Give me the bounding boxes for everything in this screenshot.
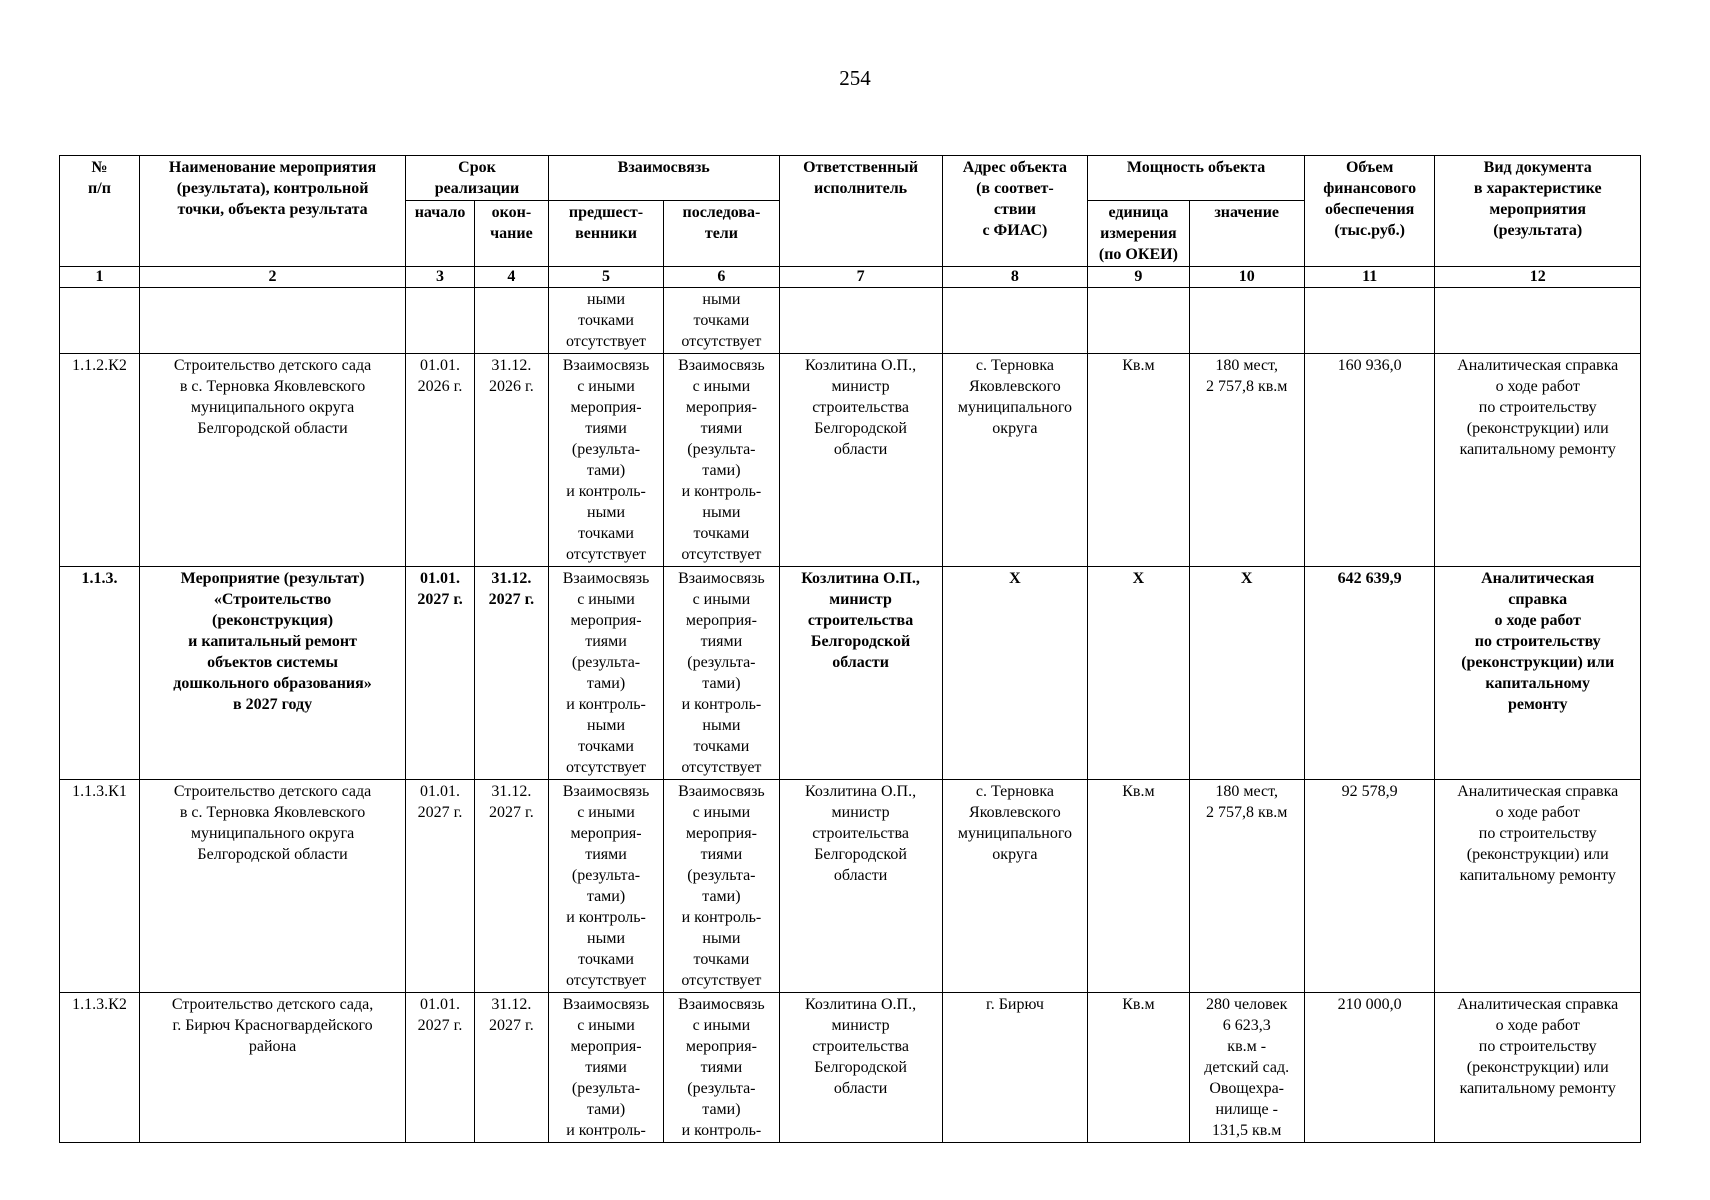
cell-responsible: Козлитина О.П., министр строительства Белгородской области (779, 567, 942, 780)
cell-responsible (779, 288, 942, 354)
cell-start: 01.01. 2026 г. (406, 354, 475, 567)
cell-finance (1304, 288, 1435, 354)
page-number: 254 (839, 66, 871, 90)
header-no: № п/п (60, 156, 140, 267)
cell-name: Мероприятие (результат) «Строительство (реконструкция) и капитальный ремонт объектов системы дошкольного образования» в 2027 году (139, 567, 405, 780)
cell-address (942, 288, 1088, 354)
cell-prev: Взаимосвязь с иными мероприя- тиями (результа- тами) и контроль- ными точками отсутствует (548, 354, 663, 567)
measures-table (59, 155, 1641, 1143)
cell-no: 1.1.3. (60, 567, 140, 780)
header-power: Мощность объекта (1088, 156, 1305, 201)
cell-end: 31.12. 2027 г. (474, 780, 548, 993)
header-link-next: последова- тели (664, 201, 779, 267)
cell-name: Строительство детского сада в с. Терновка Яковлевского муниципального округа Белгородской области (139, 780, 405, 993)
column-number: 2 (139, 267, 405, 288)
column-number: 11 (1304, 267, 1435, 288)
cell-unit: X (1088, 567, 1189, 780)
cell-next: Взаимосвязь с иными мероприя- тиями (результа- тами) и контроль- ными точками отсутствует (664, 567, 779, 780)
cell-document: Аналитическая справка о ходе работ по строительству (реконструкции) или капитальному ремонту (1435, 780, 1641, 993)
cell-prev: Взаимосвязь с иными мероприя- тиями (результа- тами) и контроль- (548, 993, 663, 1143)
header-term-start: начало (406, 201, 475, 267)
header-link: Взаимосвязь (548, 156, 779, 201)
header-power-unit: единица измерения (по ОКЕИ) (1088, 201, 1189, 267)
header-term-end: окон- чание (474, 201, 548, 267)
cell-next: ными точками отсутствует (664, 288, 779, 354)
header-name: Наименование мероприятия (результата), контрольной точки, объекта результата (139, 156, 405, 267)
cell-name: Строительство детского сада в с. Терновка Яковлевского муниципального округа Белгородской области (139, 354, 405, 567)
cell-responsible: Козлитина О.П., министр строительства Белгородской области (779, 993, 942, 1143)
header-address: Адрес объекта (в соответ- ствии с ФИАС) (942, 156, 1088, 267)
cell-value (1189, 288, 1304, 354)
table-row (60, 354, 1641, 567)
cell-finance: 160 936,0 (1304, 354, 1435, 567)
cell-document: Аналитическая справка о ходе работ по строительству (реконструкции) или капитальному ремонту (1435, 993, 1641, 1143)
cell-no: 1.1.3.К1 (60, 780, 140, 993)
cell-next: Взаимосвязь с иными мероприя- тиями (результа- тами) и контроль- (664, 993, 779, 1143)
cell-prev: Взаимосвязь с иными мероприя- тиями (результа- тами) и контроль- ными точками отсутствует (548, 780, 663, 993)
header-finance: Объем финансового обеспечения (тыс.руб.) (1304, 156, 1435, 267)
column-number: 6 (664, 267, 779, 288)
cell-no: 1.1.2.К2 (60, 354, 140, 567)
cell-prev: Взаимосвязь с иными мероприя- тиями (результа- тами) и контроль- ными точками отсутствует (548, 567, 663, 780)
cell-no (60, 288, 140, 354)
cell-next: Взаимосвязь с иными мероприя- тиями (результа- тами) и контроль- ными точками отсутствует (664, 780, 779, 993)
cell-address: г. Бирюч (942, 993, 1088, 1143)
cell-end (474, 288, 548, 354)
cell-document (1435, 288, 1641, 354)
column-number: 4 (474, 267, 548, 288)
cell-unit (1088, 288, 1189, 354)
cell-unit: Кв.м (1088, 354, 1189, 567)
header-document: Вид документа в характеристике мероприятия (результата) (1435, 156, 1641, 267)
cell-address: X (942, 567, 1088, 780)
column-number: 3 (406, 267, 475, 288)
table-row-measure (60, 567, 1641, 780)
cell-start: 01.01. 2027 г. (406, 993, 475, 1143)
table-header (60, 156, 1641, 267)
table-row (60, 780, 1641, 993)
cell-finance: 92 578,9 (1304, 780, 1435, 993)
cell-end: 31.12. 2026 г. (474, 354, 548, 567)
cell-end: 31.12. 2027 г. (474, 993, 548, 1143)
table-row-continuation (60, 288, 1641, 354)
column-number: 7 (779, 267, 942, 288)
column-number: 12 (1435, 267, 1641, 288)
cell-start: 01.01. 2027 г. (406, 567, 475, 780)
column-number: 8 (942, 267, 1088, 288)
cell-finance: 642 639,9 (1304, 567, 1435, 780)
cell-next: Взаимосвязь с иными мероприя- тиями (результа- тами) и контроль- ными точками отсутствует (664, 354, 779, 567)
cell-unit: Кв.м (1088, 780, 1189, 993)
cell-value: 280 человек 6 623,3 кв.м - детский сад. Овощехра- нилище - 131,5 кв.м (1189, 993, 1304, 1143)
cell-address: с. Терновка Яковлевского муниципального округа (942, 354, 1088, 567)
cell-unit: Кв.м (1088, 993, 1189, 1143)
header-link-prev: предшест- венники (548, 201, 663, 267)
column-number: 10 (1189, 267, 1304, 288)
cell-responsible: Козлитина О.П., министр строительства Белгородской области (779, 354, 942, 567)
cell-address: с. Терновка Яковлевского муниципального округа (942, 780, 1088, 993)
cell-name: Строительство детского сада, г. Бирюч Красногвардейского района (139, 993, 405, 1143)
cell-end: 31.12. 2027 г. (474, 567, 548, 780)
cell-value: 180 мест, 2 757,8 кв.м (1189, 354, 1304, 567)
cell-start: 01.01. 2027 г. (406, 780, 475, 993)
cell-start (406, 288, 475, 354)
header-term: Срок реализации (406, 156, 549, 201)
cell-document: Аналитическая справка о ходе работ по строительству (реконструкции) или капитальному ремонту (1435, 354, 1641, 567)
column-number: 5 (548, 267, 663, 288)
cell-document: Аналитическая справка о ходе работ по строительству (реконструкции) или капитальному ремонту (1435, 567, 1641, 780)
column-number: 9 (1088, 267, 1189, 288)
header-power-value: значение (1189, 201, 1304, 267)
column-number-row (60, 267, 1641, 288)
column-number: 1 (60, 267, 140, 288)
header-responsible: Ответственный исполнитель (779, 156, 942, 267)
cell-no: 1.1.3.К2 (60, 993, 140, 1143)
cell-responsible: Козлитина О.П., министр строительства Белгородской области (779, 780, 942, 993)
cell-name (139, 288, 405, 354)
cell-prev: ными точками отсутствует (548, 288, 663, 354)
cell-value: 180 мест, 2 757,8 кв.м (1189, 780, 1304, 993)
cell-finance: 210 000,0 (1304, 993, 1435, 1143)
cell-value: X (1189, 567, 1304, 780)
table-row (60, 993, 1641, 1143)
